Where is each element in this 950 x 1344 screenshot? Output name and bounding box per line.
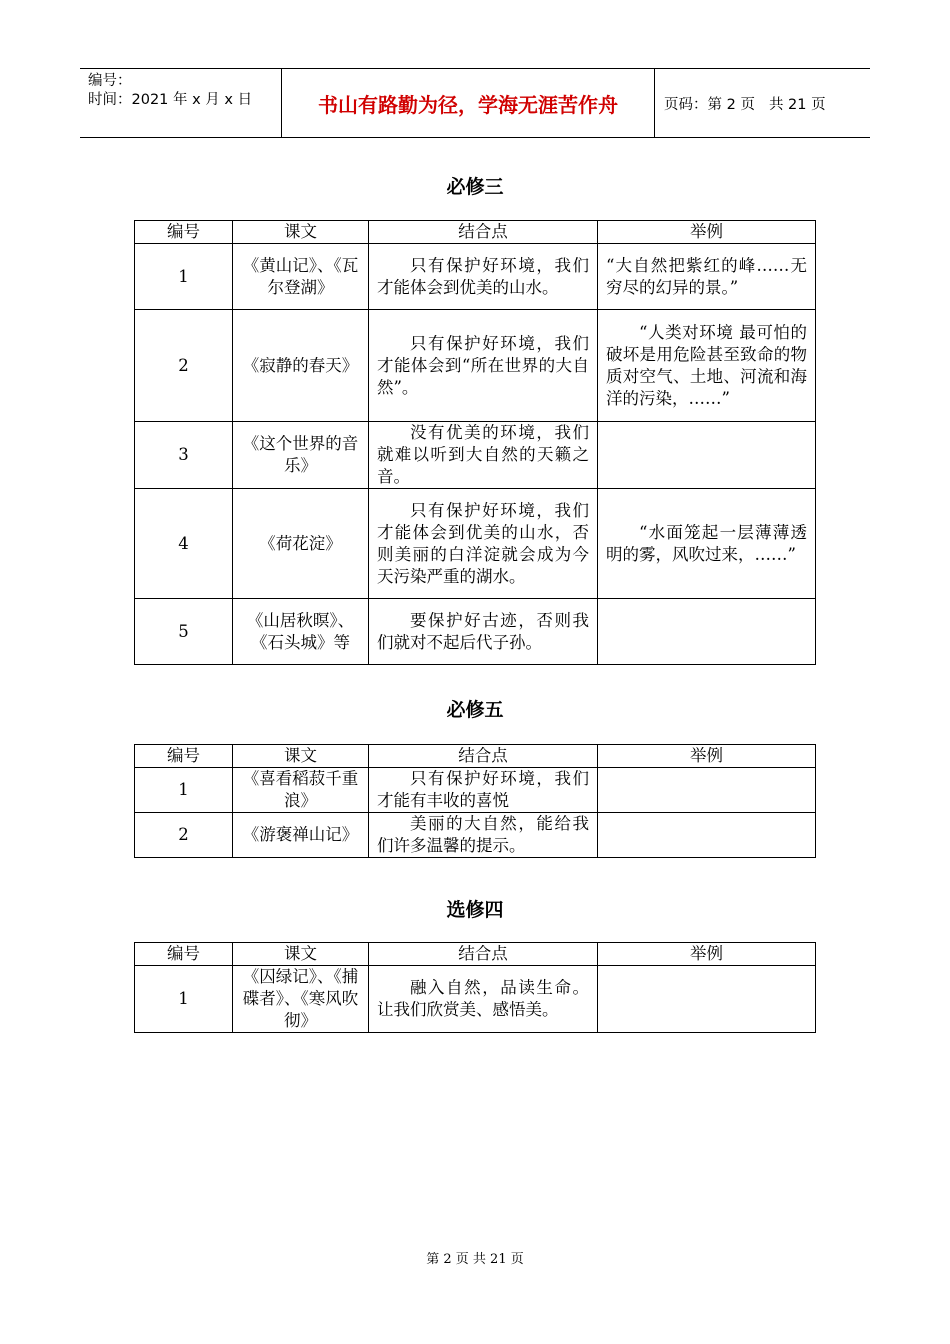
row-point: 美丽的大自然，能给我们许多温馨的提示。 xyxy=(369,813,598,858)
table-header-row xyxy=(135,221,816,244)
page-label: 页码：第 2 页 xyxy=(664,96,755,113)
col-header-number: 编号 xyxy=(135,221,233,244)
row-number: 2 xyxy=(135,813,233,858)
row-example xyxy=(598,966,816,1033)
row-point: 只有保护好环境，我们才能体会到“所在世界的大自然”。 xyxy=(369,310,598,422)
row-point: 没有优美的环境，我们就难以听到大自然的天籁之音。 xyxy=(369,422,598,489)
row-number: 2 xyxy=(135,310,233,422)
section-table xyxy=(134,744,816,858)
page-footer: 第 2 页 共 21 页 xyxy=(426,1252,524,1267)
row-example: “人类对环境 最可怕的破坏是用危险甚至致命的物质对空气、土地、河流和海洋的污染，……” xyxy=(598,310,816,422)
header-motto: 书山有路勤为径，学海无涯苦作舟 xyxy=(282,69,655,137)
row-number: 4 xyxy=(135,489,233,599)
row-example: “水面笼起一层薄薄透明的雾，风吹过来，……” xyxy=(598,489,816,599)
table-header-row xyxy=(135,745,816,768)
section-title: 必修五 xyxy=(446,699,504,721)
row-point: 只有保护好环境，我们才能有丰收的喜悦 xyxy=(369,768,598,813)
row-text: 《游褒禅山记》 xyxy=(233,813,369,858)
row-text: 《寂静的春天》 xyxy=(233,310,369,422)
table-row xyxy=(135,599,816,665)
col-header-point: 结合点 xyxy=(369,745,598,768)
section-table xyxy=(134,220,816,665)
section-title: 选修四 xyxy=(446,899,504,921)
row-example: “大自然把紫红的峰……无穷尽的幻异的景。” xyxy=(598,244,816,310)
row-number: 1 xyxy=(135,244,233,310)
col-header-number: 编号 xyxy=(135,745,233,768)
row-text: 《这个世界的音乐》 xyxy=(233,422,369,489)
col-header-example: 举例 xyxy=(598,943,816,966)
row-text: 《山居秋暝》、《石头城》等 xyxy=(233,599,369,665)
col-header-example: 举例 xyxy=(598,221,816,244)
table-row xyxy=(135,422,816,489)
section-table xyxy=(134,942,816,1033)
section-title: 必修三 xyxy=(446,176,504,198)
row-example xyxy=(598,768,816,813)
table-row xyxy=(135,813,816,858)
table-header-row xyxy=(135,943,816,966)
col-header-example: 举例 xyxy=(598,745,816,768)
number-label: 编号： xyxy=(88,73,132,89)
col-header-text: 课文 xyxy=(233,943,369,966)
col-header-point: 结合点 xyxy=(369,221,598,244)
row-text: 《荷花淀》 xyxy=(233,489,369,599)
row-number: 5 xyxy=(135,599,233,665)
row-point: 要保护好古迹，否则我们就对不起后代子孙。 xyxy=(369,599,598,665)
row-example xyxy=(598,422,816,489)
table-row xyxy=(135,489,816,599)
row-text: 《喜看稻菽千重浪》 xyxy=(233,768,369,813)
row-number: 3 xyxy=(135,422,233,489)
header-page-info xyxy=(654,69,870,137)
date-label: 时间：2021 年 x 月 x 日 xyxy=(88,92,253,108)
row-point: 只有保护好环境，我们才能体会到优美的山水，否则美丽的白洋淀就会成为今天污染严重的湖水。 xyxy=(369,489,598,599)
header-meta xyxy=(80,69,282,137)
row-text: 《黄山记》、《瓦尔登湖》 xyxy=(233,244,369,310)
col-header-point: 结合点 xyxy=(369,943,598,966)
row-example xyxy=(598,813,816,858)
table-row xyxy=(135,244,816,310)
row-number: 1 xyxy=(135,768,233,813)
col-header-number: 编号 xyxy=(135,943,233,966)
table-row xyxy=(135,768,816,813)
row-point: 只有保护好环境，我们才能体会到优美的山水。 xyxy=(369,244,598,310)
table-row xyxy=(135,966,816,1033)
row-point: 融入自然，品读生命。让我们欣赏美、感悟美。 xyxy=(369,966,598,1033)
row-number: 1 xyxy=(135,966,233,1033)
row-text: 《囚绿记》、《捕碟者》、《寒风吹彻》 xyxy=(233,966,369,1033)
table-row xyxy=(135,310,816,422)
col-header-text: 课文 xyxy=(233,221,369,244)
page-header xyxy=(80,68,870,138)
total-label: 共 21 页 xyxy=(768,96,826,113)
row-example xyxy=(598,599,816,665)
col-header-text: 课文 xyxy=(233,745,369,768)
